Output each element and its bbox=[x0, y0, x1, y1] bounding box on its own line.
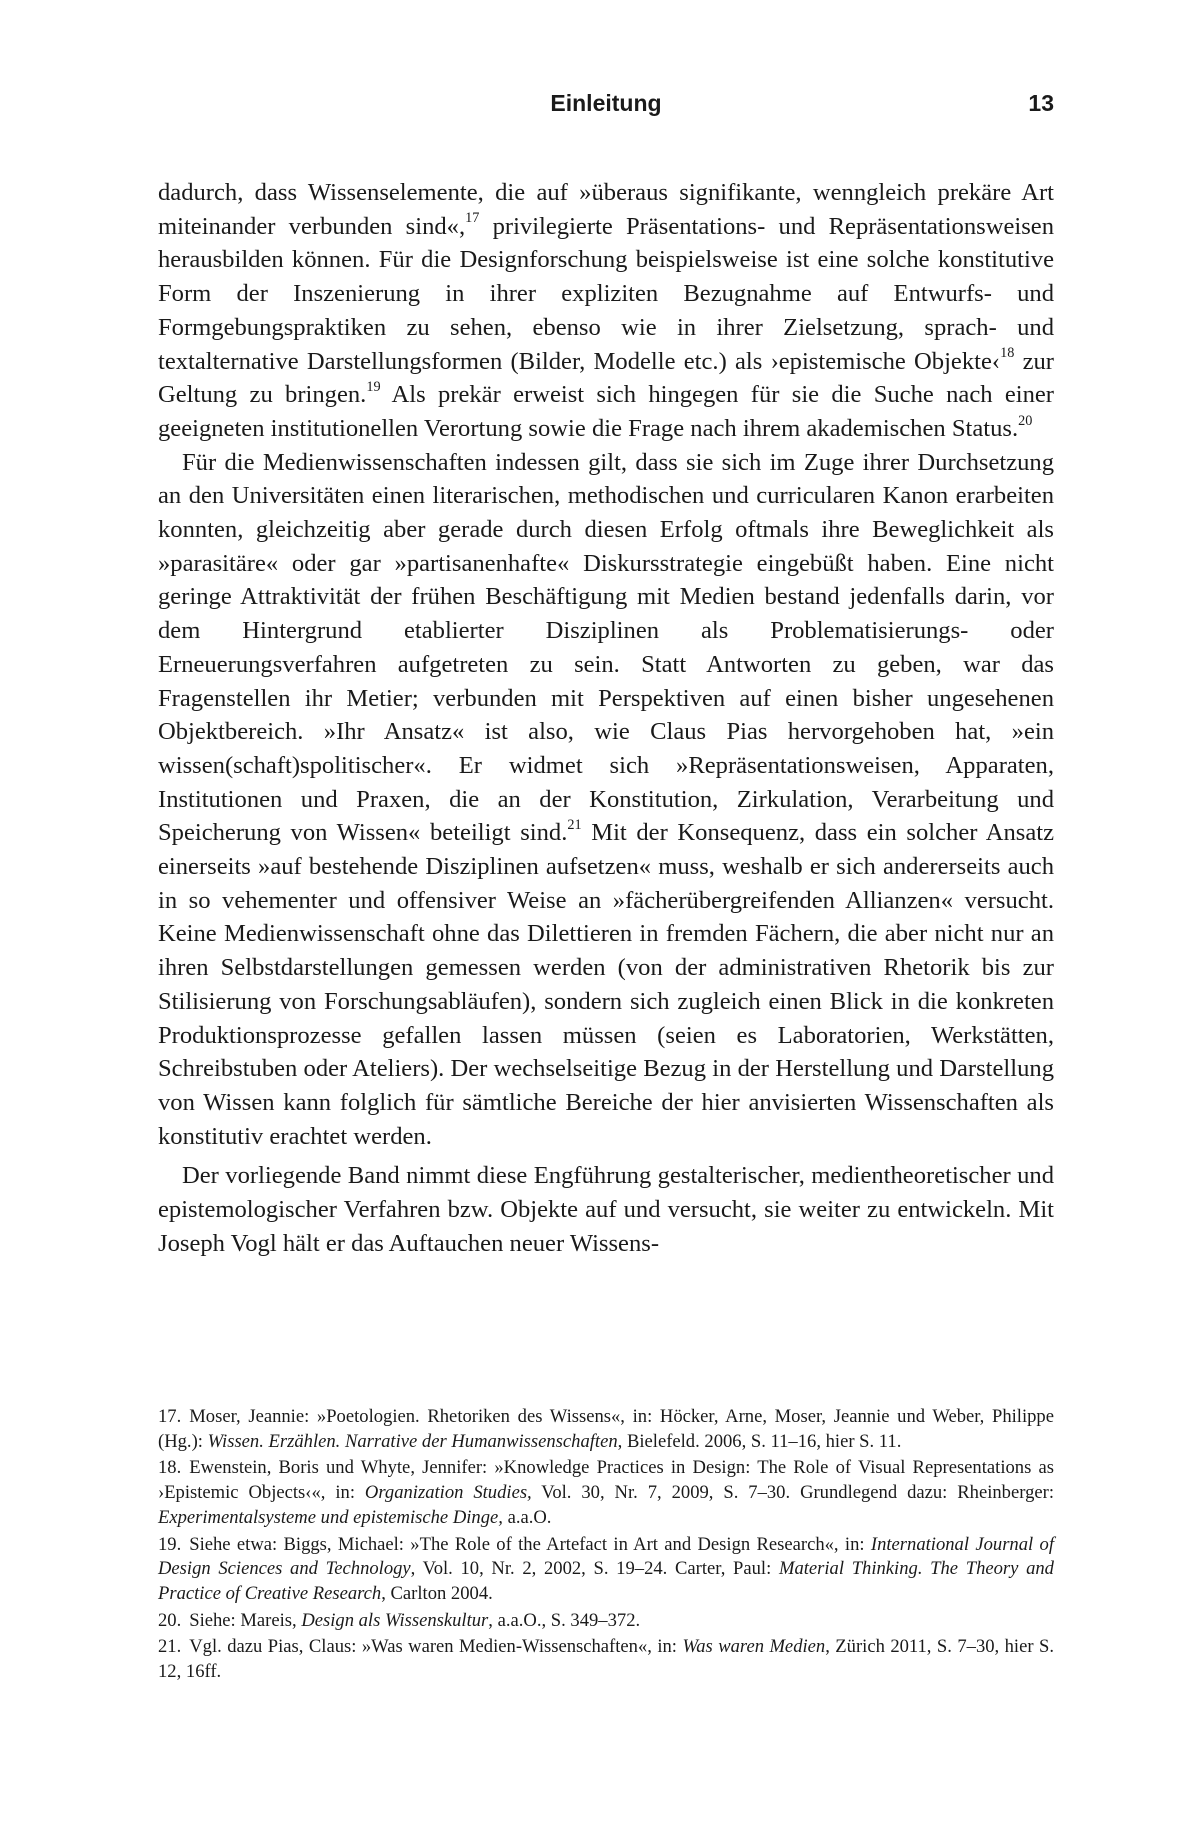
footnote-text: a.a.O. bbox=[502, 1506, 552, 1528]
footnote-18 bbox=[158, 1456, 1054, 1530]
footnote-title: Wissen. Erzählen. Narrative der Humanwissenschaften bbox=[207, 1430, 618, 1452]
footnote-ref[interactable]: 19 bbox=[366, 378, 381, 395]
footnote-title: Material Thinking. The Theory and Practice of Creative Research bbox=[158, 1558, 1054, 1604]
paragraph bbox=[158, 176, 1054, 446]
footnote-text: Vol. 30, Nr. 7, 2009, S. 7–30. Grundlegend dazu: Rheinberger: bbox=[531, 1482, 1054, 1504]
footnote-21 bbox=[158, 1635, 1054, 1684]
text-run: Als prekär erweist sich hingegen für sie die Suche nach einer geeigneten institutionellen Verortung sowie die Frage nach ihrem akademischen Status. bbox=[158, 381, 1054, 442]
footnote-title: Was waren Medien bbox=[682, 1636, 826, 1658]
footnote-number: 20. bbox=[158, 1609, 182, 1631]
footnote-number: 19. bbox=[158, 1533, 182, 1555]
page-number: 13 bbox=[1028, 90, 1054, 116]
footnote-19 bbox=[158, 1533, 1054, 1607]
footnote-text: Siehe etwa: Biggs, Michael: »The Role of the Artefact in Art and Design Research«, in: bbox=[189, 1533, 871, 1555]
text-run: dadurch, dass Wissenselemente, die auf »überaus signifikante, wenngleich prekäre Art miteinander verbunden sind«, bbox=[158, 179, 1054, 240]
footnote-text: Ewenstein, Boris und Whyte, Jennifer: »Knowledge Practices in Design: The Role of Visual Representations as ›Epistemic Objects‹«, in: bbox=[158, 1457, 1054, 1504]
footnote-number: 21. bbox=[158, 1636, 182, 1658]
chapter-title: Einleitung bbox=[550, 90, 662, 116]
footnote-20 bbox=[158, 1609, 1054, 1634]
text-run: privilegierte Präsentations- und Repräsentationsweisen herausbilden können. Für die Designforschung beispielsweise ist eine solche konstitutive Form der Inszenierung in ihrer expliziten Bezugnahme auf Entwurfs- und Formgebungspraktiken zu sehen, ebenso wie in ihrer Zielsetzung, sprach- und textalternative Darstellungsformen (Bilder, Modelle etc.) als ›epistemische Objekte‹ bbox=[158, 212, 1054, 375]
text-run: zur Geltung zu bringen. bbox=[158, 347, 1054, 409]
footnote-text: , Zürich 2011, S. 7–30, hier S. 12, 16ff. bbox=[158, 1636, 1054, 1683]
text-run: Für die Medienwissenschaften indessen gilt, dass sie sich im Zuge ihrer Durchsetzung an den Universitäten einen literarischen, methodischen und curricularen Kanon erarbeiten konnten, gleichzeitig aber gerade durch diesen Erfolg oftmals ihre Beweglichkeit als »parasitäre« oder gar »partisanenhafte« Diskursstrategie eingebüßt haben. Eine nicht geringe Attraktivität der frühen Beschäftigung mit Medien bestand jedenfalls darin, vor dem Hintergrund etablierter Disziplinen als Problematisierungs- oder Erneuerungsverfahren aufgetreten zu sein. Statt Antworten zu geben, war das Fragenstellen ihr Metier; verbunden mit Perspektiven auf einen bisher ungesehenen Objektbereich. »Ihr Ansatz« ist also, wie Claus Pias hervorgehoben hat, »ein wissen(schaft)spolitischer«. Er widmet sich »Repräsentationsweisen, Apparaten, Institutionen und Praxen, die an der Konstitution, Zirkulation, Verarbeitung und Speicherung von Wissen« beteiligt sind. bbox=[158, 448, 1054, 847]
text-run: Der vorliegende Band nimmt diese Engführung gestalterischer, medientheoretischer und epistemologischer Verfahren bzw. Objekte auf und versucht, sie weiter zu entwickeln. Mit Joseph Vogl hält er das Auftauchen neuer Wissens- bbox=[158, 1162, 1054, 1257]
footnote-title: Organization Studies, bbox=[364, 1482, 532, 1504]
footnote-ref[interactable]: 20 bbox=[1018, 412, 1033, 429]
footnote-number: 17. bbox=[158, 1406, 182, 1427]
footnote-number: 18. bbox=[158, 1457, 182, 1479]
text-run: Mit der Konsequenz, dass ein solcher Ansatz einerseits »auf bestehende Disziplinen aufsetzen« muss, weshalb er sich andererseits auch in so vehementer und offensiver Weise an »fächerübergreifenden Allianzen« versucht. Keine Medienwissenschaft ohne das Dilettieren in fremden Fächern, die aber nicht nur an ihren Selbstdarstellungen gemessen werden (von der administrativen Rhetorik bis zur Stilisierung von Forschungsabläufen), sondern sich zugleich einen Blick in die konkreten Produktionsprozesse gefallen lassen müssen (seien es Laboratorien, Werkstätten, Schreibstuben oder Ateliers). Der wechselseitige Bezug in der Herstellung und Darstellung von Wissen kann folglich für sämtliche Bereiche der hier anvisierten Wissenschaften als konstitutiv erachtet werden. bbox=[158, 819, 1054, 1150]
footnotes bbox=[158, 1405, 1054, 1687]
footnote-text: , Carlton 2004. bbox=[381, 1582, 493, 1604]
footnote-text: , Vol. 10, Nr. 2, 2002, S. 19–24. Carter, Paul: bbox=[410, 1558, 779, 1580]
footnote-ref[interactable]: 21 bbox=[567, 817, 582, 834]
paragraph bbox=[158, 446, 1054, 1154]
footnote-title: International Journal of Design Sciences and Technology bbox=[158, 1533, 1054, 1580]
footnote-text: , a.a.O., S. 349–372. bbox=[488, 1609, 641, 1631]
footnote-text: , Bielefeld. 2006, S. 11–16, hier S. 11. bbox=[617, 1430, 902, 1452]
footnote-text: Moser, Jeannie: »Poetologien. Rhetoriken des Wissens«, in: Höcker, Arne, Moser, Jeannie und Weber, Philippe (Hg.): bbox=[158, 1406, 1054, 1452]
body-text bbox=[158, 176, 1054, 1261]
footnote-text: Siehe: Mareis, bbox=[189, 1609, 302, 1631]
footnote-ref[interactable]: 18 bbox=[1000, 345, 1015, 362]
paragraph bbox=[158, 1159, 1054, 1260]
footnote-text: Vgl. dazu Pias, Claus: »Was waren Medien-Wissenschaften«, in: bbox=[189, 1636, 683, 1658]
footnote-title: Experimentalsysteme und epistemische Dinge, bbox=[158, 1506, 503, 1528]
footnote-ref[interactable]: 17 bbox=[465, 210, 480, 227]
footnote-title: Design als Wissenskultur bbox=[301, 1609, 489, 1631]
running-head bbox=[158, 90, 1054, 124]
footnote-17 bbox=[158, 1405, 1054, 1454]
